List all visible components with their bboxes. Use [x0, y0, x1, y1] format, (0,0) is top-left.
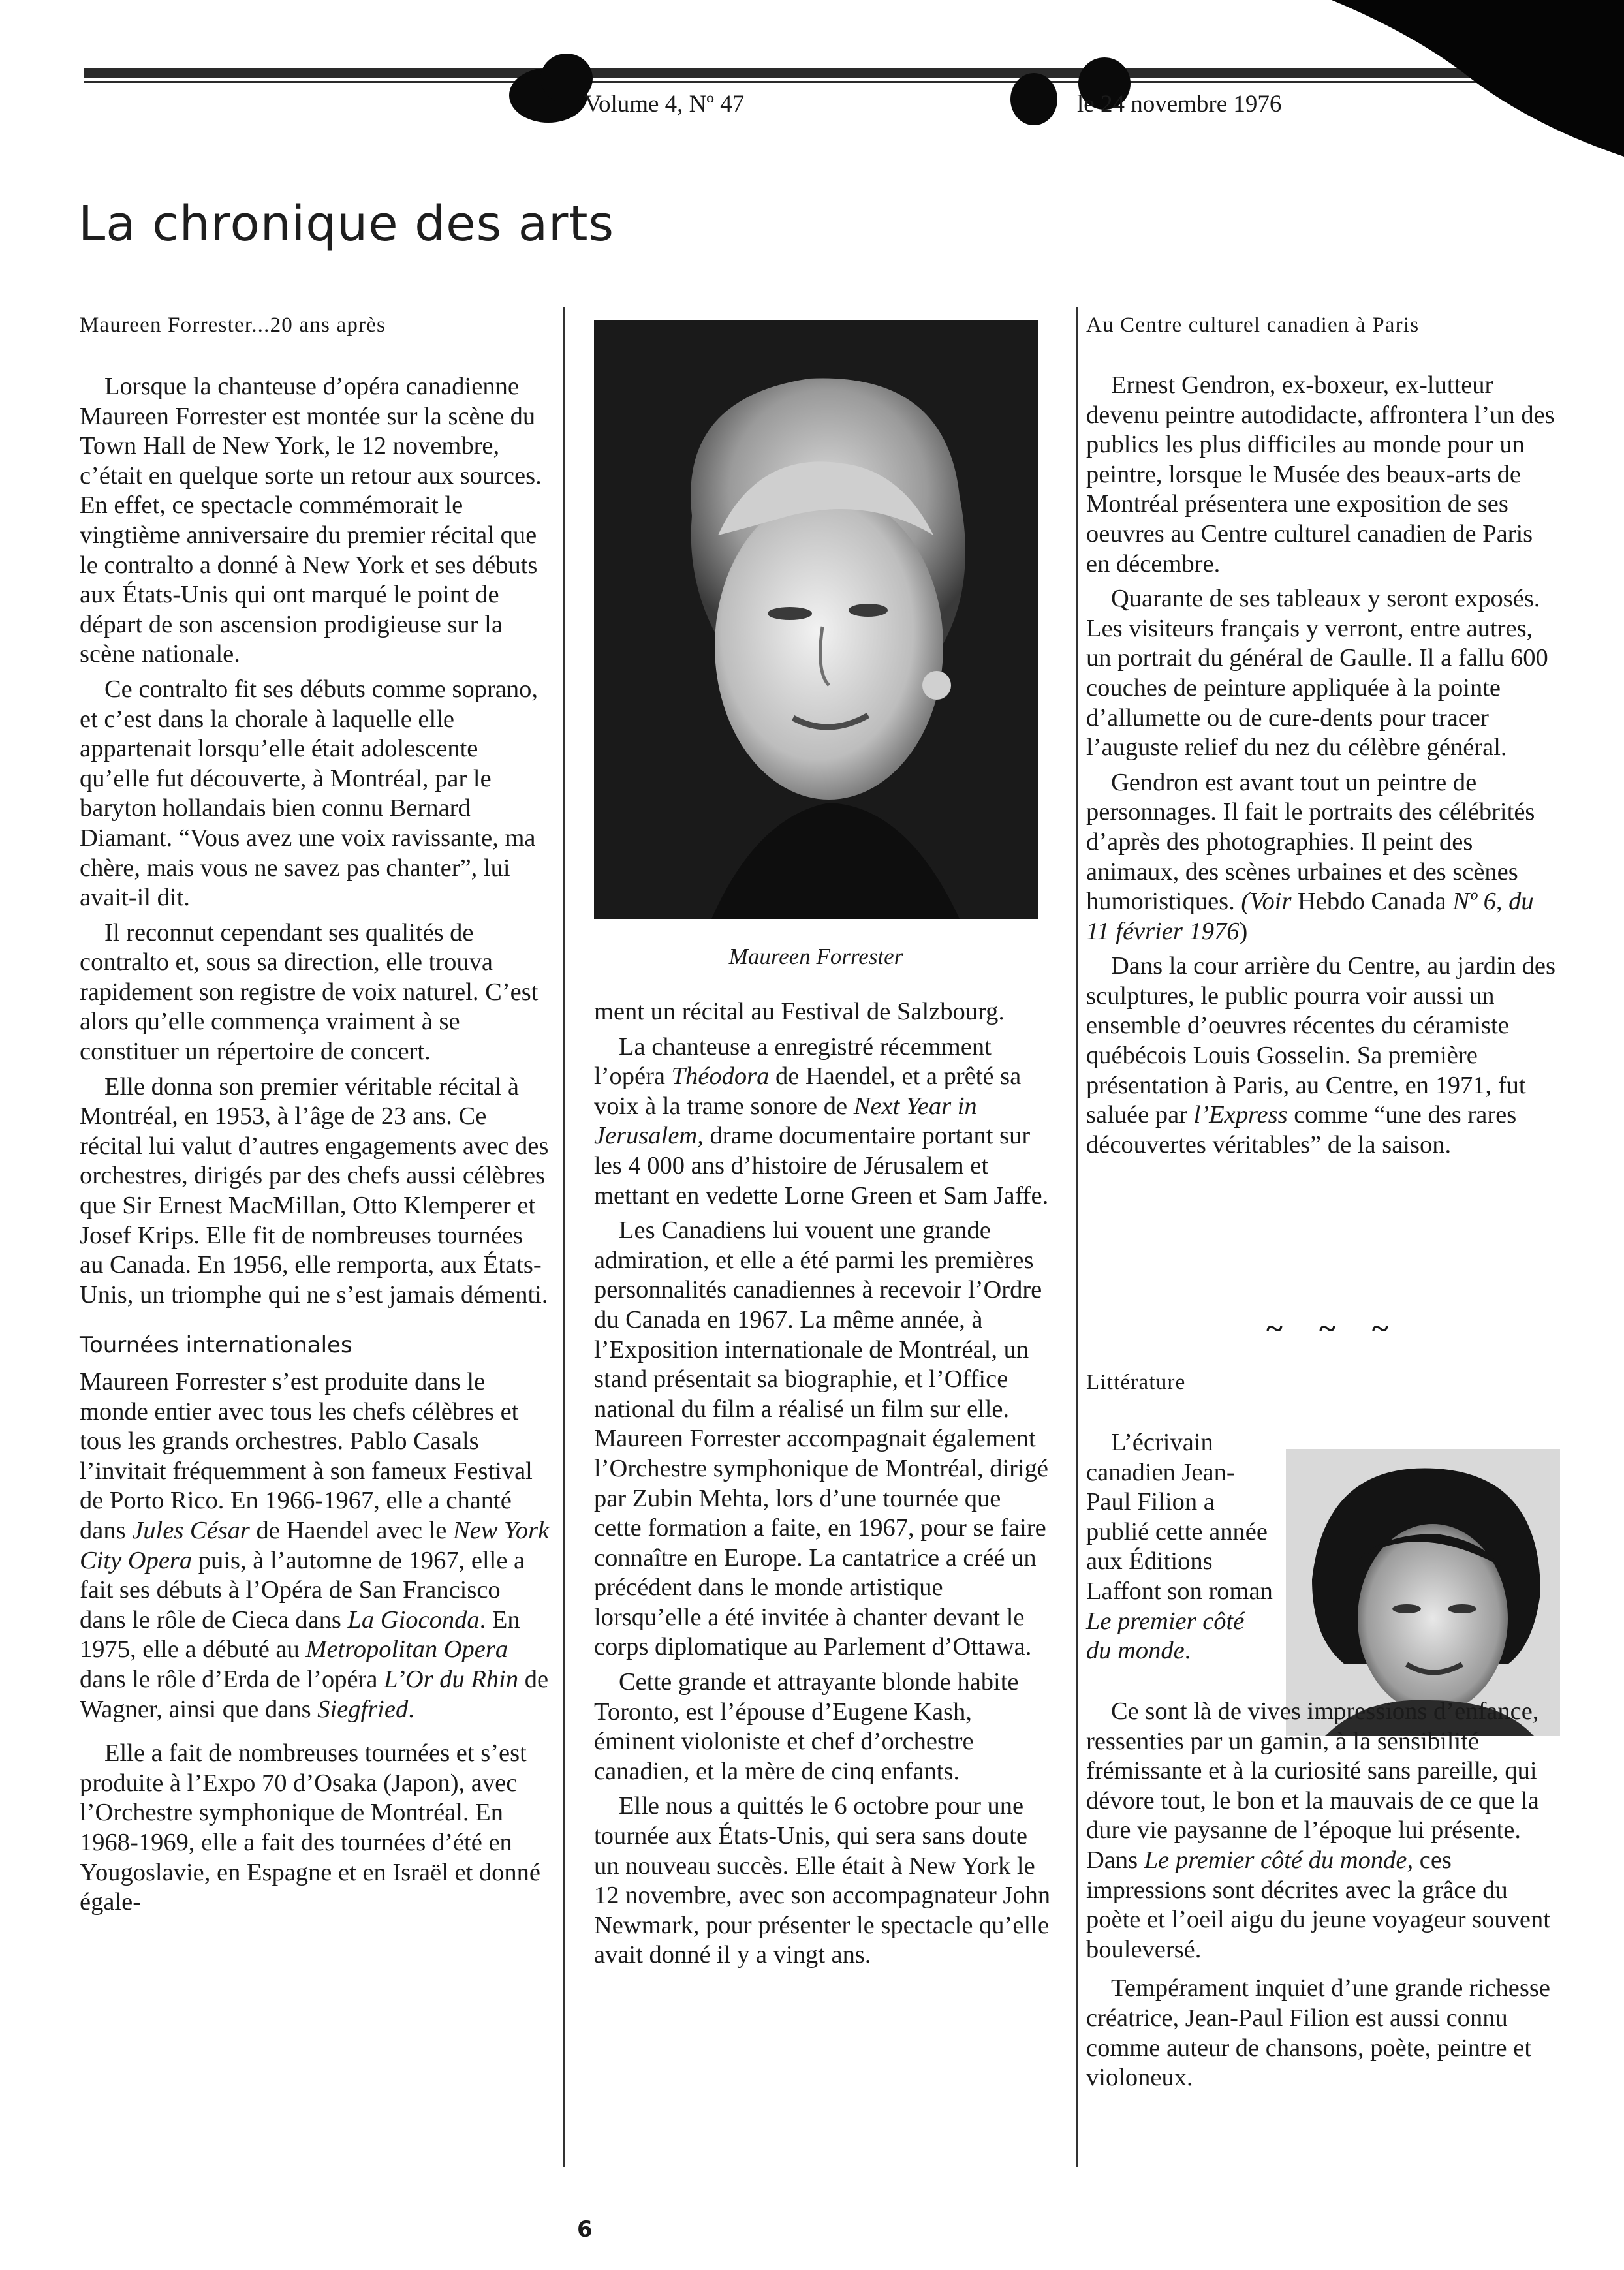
- paragraph: Elle nous a quittés le 6 octobre pour une tournée aux États-Unis, qui sera sans doute un nouveau succès. Elle était à New York le 12 novembre, avec son accompagnateur John Newmark, pour présenter le spectacle qu’elle avait donné il y a vingt ans.: [594, 1792, 1051, 1969]
- literature-column-cont: [1086, 1697, 1560, 2093]
- column-3: [1086, 371, 1560, 1160]
- section-separator: ~ ~ ~: [1266, 1311, 1403, 1346]
- paragraph: ment un récital au Festival de Salzbourg.: [594, 998, 1005, 1025]
- paragraph: L’écrivain canadien Jean-Paul Filion a publié cette année aux Éditions Laffont son roman Le premier côté du monde.: [1086, 1429, 1273, 1665]
- column-1: [80, 372, 551, 1918]
- section-heading: Littérature: [1086, 1371, 1186, 1394]
- paragraph: Lorsque la chanteuse d’opéra canadienne Maureen Forrester est montée sur la scène du Town Hall de New York, le 12 novembre, c’était en quelque sorte un retour aux sources. En effet, ce spectacle commémorait le vingtième anniversaire du premier récital que le contralto a donné à New York et ses débuts aux États-Unis qui ont marqué le point de départ de son ascension prodigieuse sur la scène nationale.: [80, 373, 542, 668]
- paragraph: Elle donna son premier véritable récital à Montréal, en 1953, à l’âge de 23 ans. Ce récital lui valut d’autres engagements avec des orchestres, dirigés par des chefs aussi célèbres que Sir Ernest MacMillan, Otto Klemperer et Josef Krips. Elle fit de nombreuses tournées au Canada. En 1956, elle remporta, aux États-Unis, un triomphe qui ne s’est jamais démenti.: [80, 1072, 549, 1309]
- paragraph: Gendron est avant tout un peintre de personnages. Il fait le portraits des célébrités d’après des photographies. Il peint des animaux, des scènes urbaines et des scènes humoristiques. (Voir Hebdo Canada Nº 6, du 11 février 1976): [1086, 768, 1535, 945]
- portrait-image: [594, 320, 1038, 919]
- paragraph: Dans la cour arrière du Centre, au jardin des sculptures, le public pourra voir aussi un ensemble d’oeuvres récentes du céramiste québécois Louis Gosselin. Sa première présentation à Paris, au Centre, en 1971, fut saluée par l’Express comme “une des rares découvertes véritables” de la saison.: [1086, 952, 1555, 1158]
- column-2: [594, 997, 1051, 1970]
- paragraph: Il reconnut cependant ses qualités de contralto et, sous sa direction, elle trouva rapidement son registre de voix naturel. C’est alors qu’elle commença vraiment à se constituer un répertoire de concert.: [80, 918, 539, 1066]
- paragraph: La chanteuse a enregistré récemment l’opéra Théodora de Haendel, et a prêté sa voix à la trame sonore de Next Year in Jerusalem, drame documentaire portant sur les 4 000 ans d’histoire de Jérusalem et mettant en vedette Lorne Green et Sam Jaffe.: [594, 1033, 1049, 1209]
- column-rule: [563, 307, 565, 2167]
- corner-fold-mark: [1332, 0, 1624, 157]
- paragraph: Quarante de ses tableaux y seront exposés. Les visiteurs français y verront, entre autres, un portrait du général de Gaulle. Il a fallu 600 couches de peinture appliquée à la pointe d’allumette ou de cure-dents pour tracer l’auguste relief du nez du célèbre général.: [1086, 585, 1548, 762]
- paragraph: Tempérament inquiet d’une grande richesse créatrice, Jean-Paul Filion est aussi connu comme auteur de chansons, poète, peintre et violoneux.: [1086, 1974, 1550, 2092]
- paragraph: Les Canadiens lui vouent une grande admiration, et elle a été parmi les premières personnalités canadiennes à recevoir l’Ordre du Canada en 1967. La même année, à l’Exposition internationale de Montréal, un stand présentait sa biographie, et l’Office national du film a réalisé un film sur elle. Maureen Forrester accompagnait également l’Orchestre symphonique de Montréal, dirigé par Zubin Mehta, lors d’une tournée que cette formation a faite, en 1967, pour se faire connaître en Europe. La cantatrice a créé un précédent dans le monde artistique lorsqu’elle a été invitée à chanter devant le corps diplomatique au Parlement d’Ottawa.: [594, 1217, 1049, 1661]
- paragraph: Ce sont là de vives impressions d’enfance, ressenties par un gamin, à la sensibilité frémissante et à la curiosité sans pareille, qui dévore tout, le bon et la mauvais de ce que la dure vie paysanne de l’époque lui présente. Dans Le premier côté du monde, ces impressions sont décrites avec la grâce du poète et l’oeil aigu du jeune voyageur souvent bouleversé.: [1086, 1698, 1550, 1963]
- page-number: 6: [577, 2216, 593, 2243]
- paragraph: Ernest Gendron, ex-boxeur, ex-lutteur devenu peintre autodidacte, affrontera l’un des publics les plus difficiles au monde pour un peintre, lorsque le Musée des beaux-arts de Montréal présentera une exposition de ses oeuvres au Centre culturel canadien de Paris en décembre.: [1086, 371, 1555, 578]
- article-heading: Maureen Forrester...20 ans après: [80, 313, 386, 337]
- issue-volume: Volume 4, Nº 47: [584, 91, 745, 117]
- photo-caption: Maureen Forrester: [728, 944, 903, 969]
- portrait-photo: [594, 320, 1038, 919]
- article-heading: Au Centre culturel canadien à Paris: [1086, 313, 1420, 337]
- punch-hole-mark: [1010, 73, 1057, 125]
- literature-column: [1086, 1428, 1560, 1666]
- page-title: La chronique des arts: [78, 196, 615, 252]
- paragraph: Ce contralto fit ses débuts comme soprano, et c’est dans la chorale à laquelle elle appartenait lorsqu’elle était adolescente qu’elle fut découverte, à Montréal, par le baryton hollandais bien connu Bernard Diamant. “Vous avez une voix ravissante, ma chère, mais vous ne savez pas chanter”, lui avait-il dit.: [80, 675, 538, 912]
- subheading: Tournées internationales: [80, 1332, 352, 1359]
- paragraph: Elle a fait de nombreuses tournées et s’est produite à l’Expo 70 d’Osaka (Japon), avec l’Orchestre symphonique de Montréal. En 1968-1969, elle a fait des tournées d’été en Yougoslavie, en Espagne et en Israël et donné égale-: [80, 1739, 541, 1916]
- column-rule: [1076, 307, 1078, 2167]
- paragraph: Cette grande et attrayante blonde habite Toronto, est l’épouse d’Eugene Kash, éminent violoniste et chef d’orchestre canadien, et la mère de cinq enfants.: [594, 1668, 1019, 1785]
- issue-date: le 24 novembre 1976: [1077, 91, 1282, 117]
- paragraph: Maureen Forrester s’est produite dans le monde entier avec tous les chefs célèbres et tous les grands orchestres. Pablo Casals l’invitait fréquemment à son fameux Festival de Porto Rico. En 1966-1967, elle a chanté dans Jules César de Haendel avec le New York City Opera puis, à l’automne de 1967, elle a fait ses débuts à l’Opéra de San Francisco dans le rôle de Cieca dans La Gioconda. En 1975, elle a débuté au Metropolitan Opera dans le rôle d’Erda de l’opéra L’Or du Rhin de Wagner, ainsi que dans Siegfried.: [80, 1368, 550, 1723]
